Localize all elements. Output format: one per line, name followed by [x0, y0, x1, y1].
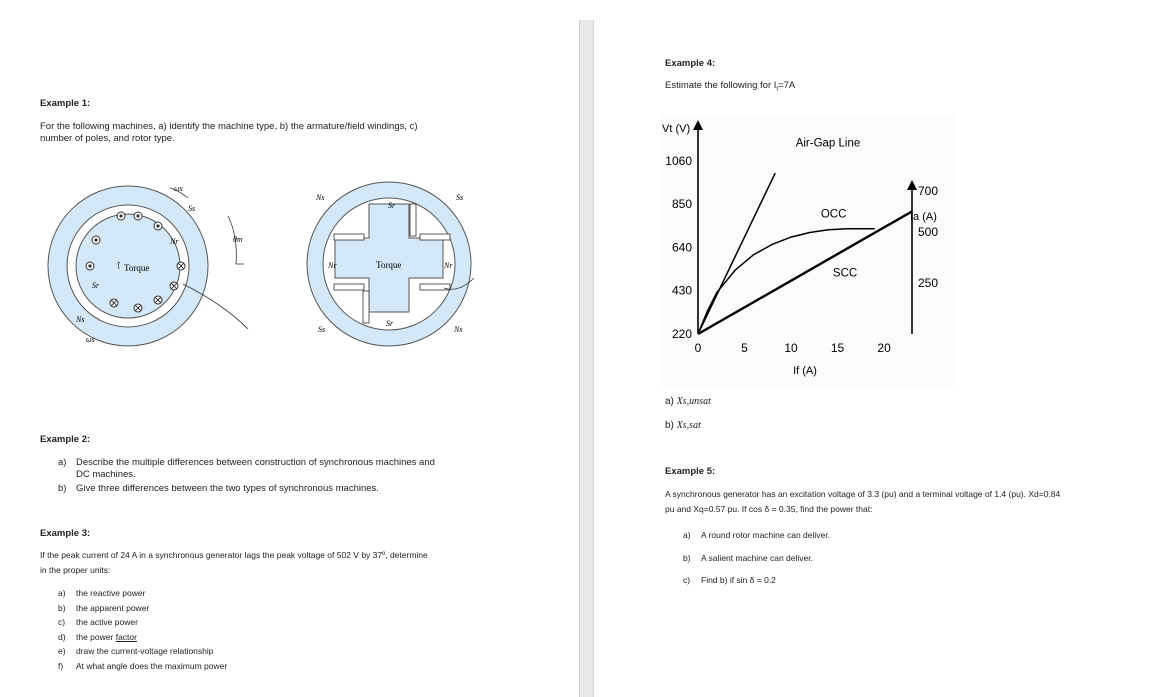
question-b-var: Xs,sat	[676, 420, 701, 431]
x-tick-label: 15	[830, 341, 845, 355]
y2-tick-label: 700	[918, 184, 939, 198]
right-page	[594, 0, 1176, 697]
x-tick-label: 20	[877, 341, 891, 355]
list-marker: f)	[58, 660, 64, 671]
nr-label: Nr	[170, 237, 179, 246]
example3-text	[40, 548, 540, 577]
y2-axis-label: Ia (A)	[910, 211, 937, 223]
sr-bottom-right: Sr	[386, 319, 394, 328]
y2-tick-label: 500	[918, 224, 939, 239]
list-item-text: the active power	[76, 617, 138, 627]
example4-question-b	[665, 420, 701, 432]
list-item-text: the power	[76, 631, 116, 642]
y-tick-label: 640	[671, 240, 692, 255]
ns-label: Ns	[76, 315, 85, 324]
list-item-text: Find b) if sin δ = 0.2	[701, 575, 776, 585]
list-marker: d)	[58, 631, 66, 642]
example5-text	[665, 487, 1175, 516]
scc-line	[698, 211, 912, 334]
list-item-text: draw the current-voltage relationship	[76, 646, 214, 656]
y-tick-label: 1060	[665, 153, 692, 168]
question-b-marker: b)	[665, 420, 677, 431]
ss-bottom-right: Ss	[318, 325, 326, 334]
y2-axis-arrow	[907, 180, 917, 190]
list-marker: a)	[683, 530, 691, 540]
list-item-text: A round rotor machine can deliver.	[701, 530, 830, 540]
list-item-text-cont: DC machines.	[76, 469, 136, 480]
air-gap-line-label: Air-Gap Line	[795, 137, 861, 150]
ns-bottom-right: Ns	[454, 325, 463, 334]
salient-pole-machine-diagram	[294, 176, 504, 348]
example5-heading: Example 5:	[665, 466, 716, 477]
occ-scc-chart	[660, 116, 956, 386]
omega-s-top: ωs	[174, 184, 183, 193]
list-item	[58, 457, 518, 481]
list-item-text: the reactive power	[76, 588, 146, 598]
right-torque-label: Torque	[376, 260, 402, 270]
question-a-var: Xs,unsat	[676, 396, 711, 407]
y-tick-label: 430	[671, 283, 692, 298]
round-rotor-machine-diagram	[38, 176, 258, 348]
list-item	[58, 483, 518, 495]
sr-top-right: Sr	[388, 201, 396, 210]
y2-tick-label: 250	[918, 275, 939, 290]
scc-label: SCC	[832, 267, 858, 280]
omega-s-bottom: ωs	[86, 335, 95, 344]
example3-line1: If the peak current of 24 A in a synchronous generator lags the peak voltage of 502 V by 37º, determine	[40, 550, 428, 560]
y-axis-label: Vt (V)	[662, 123, 691, 135]
example4-text-post: =7A	[778, 80, 796, 91]
list-marker: b)	[58, 483, 67, 494]
list-item	[58, 644, 227, 659]
x-tick-label: 0	[694, 341, 702, 355]
example4-text-sub: f	[776, 86, 779, 93]
left-page	[0, 0, 579, 697]
list-marker: c)	[683, 575, 691, 585]
x-tick-label: 10	[784, 341, 798, 355]
x-axis-label: If (A)	[793, 365, 817, 377]
list-item	[683, 569, 830, 592]
example2-list	[58, 457, 518, 495]
y-tick-label: 220	[671, 327, 692, 341]
occ-label: OCC	[820, 208, 847, 221]
list-item-text: At what angle does the maximum power	[76, 660, 228, 671]
list-item	[683, 524, 830, 547]
example1-text	[40, 121, 418, 145]
list-marker: b)	[58, 602, 66, 613]
list-marker: a)	[58, 588, 66, 598]
example4-question-a	[665, 396, 711, 408]
air-gap-line	[698, 173, 775, 334]
example1-heading: Example 1:	[40, 98, 91, 109]
example1-line1: For the following machines, a) identify the machine type, b) the armature/field windings, c)	[40, 121, 418, 132]
list-item-text: the apparent power	[76, 602, 150, 613]
example1-line2: number of poles, and rotor type.	[40, 133, 175, 144]
example5-line2: pu and Xq=0.57 pu. If cos δ = 0.35, find the power that:	[665, 503, 873, 514]
ss-top-label: Ss	[188, 204, 196, 213]
list-item	[58, 586, 227, 601]
list-item-text: A salient machine can deliver.	[701, 552, 813, 563]
list-item-text: Give three differences between the two types of synchronous machines.	[76, 483, 379, 494]
list-marker: a)	[58, 457, 67, 468]
example4-text-pre: Estimate the following for I	[665, 80, 777, 91]
list-item	[683, 547, 830, 570]
page-gutter	[579, 20, 594, 697]
ss-top-right: Ss	[456, 193, 464, 202]
list-marker: e)	[58, 646, 66, 656]
y-tick-label: 850	[671, 197, 692, 212]
left-torque-label: Torque	[124, 263, 150, 273]
example3-heading: Example 3:	[40, 528, 91, 539]
list-item	[58, 659, 227, 674]
ns-top-right: Ns	[316, 193, 325, 202]
example5-line1: A synchronous generator has an excitation voltage of 3.3 (pu) and a terminal voltage of 1.4 (pu). Xd=0.84	[665, 489, 1061, 499]
list-marker: c)	[58, 617, 66, 627]
list-item-text: Describe the multiple differences between construction of synchronous machines and	[76, 457, 435, 468]
example2-heading: Example 2:	[40, 434, 91, 445]
list-item	[58, 601, 227, 616]
example4-text	[665, 80, 795, 96]
list-item	[58, 615, 227, 630]
y-axis-arrow	[693, 120, 703, 130]
list-marker: b)	[683, 552, 691, 563]
nr-left: Nr	[328, 261, 337, 270]
list-item-underlined: factor	[115, 631, 137, 642]
question-a-marker: a)	[665, 396, 677, 407]
example3-list	[58, 586, 227, 673]
theta-m-label: θm	[233, 235, 243, 244]
list-item	[58, 630, 227, 645]
example4-heading: Example 4:	[665, 58, 716, 69]
example3-line2: in the proper units:	[40, 564, 111, 575]
example5-list	[683, 524, 830, 592]
nr-right: Nr	[444, 261, 453, 270]
x-tick-label: 5	[741, 341, 748, 355]
sr-label: Sr	[92, 281, 100, 290]
